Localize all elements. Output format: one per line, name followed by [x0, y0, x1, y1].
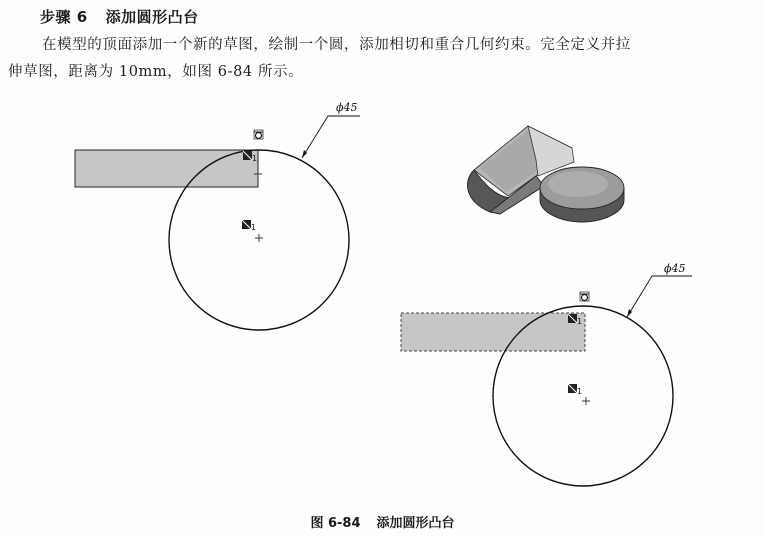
right-sketch [401, 262, 692, 486]
right-circle-center-icon [582, 397, 590, 405]
description-line-2: 伸草图，距离为 10mm，如图 6-84 所示。 [8, 64, 304, 80]
model-preview-3d [467, 126, 624, 222]
right-rectangle-face [401, 313, 585, 351]
svg-text:1: 1 [251, 223, 257, 232]
description-line-1: 在模型的顶面添加一个新的草图，绘制一个圆，添加相切和重合几何约束。完全定义并拉 [42, 37, 631, 53]
left-sketch [75, 101, 360, 330]
tangent-constraint-icon [254, 130, 263, 139]
step-number: 步骤 6 [40, 8, 88, 26]
svg-text:1: 1 [252, 154, 258, 163]
left-dimension-label: ϕ45 [336, 101, 358, 114]
svg-text:1: 1 [577, 317, 583, 326]
figure-caption-title: 添加圆形凸台 [376, 516, 455, 531]
left-circle-center-icon [255, 234, 263, 242]
center-coincident-icon [242, 220, 256, 232]
right-center-coincident-icon [568, 384, 582, 396]
left-rectangle-face [75, 150, 258, 187]
figure-caption [0, 512, 765, 531]
right-dimension-leader [627, 276, 692, 317]
figure-number: 图 6-84 [310, 516, 361, 531]
left-dimension-leader [302, 116, 360, 158]
svg-text:1: 1 [577, 387, 583, 396]
step-title-text: 添加圆形凸台 [105, 8, 199, 26]
right-tangent-constraint-icon [580, 292, 589, 301]
right-dimension-label: ϕ45 [664, 262, 686, 275]
